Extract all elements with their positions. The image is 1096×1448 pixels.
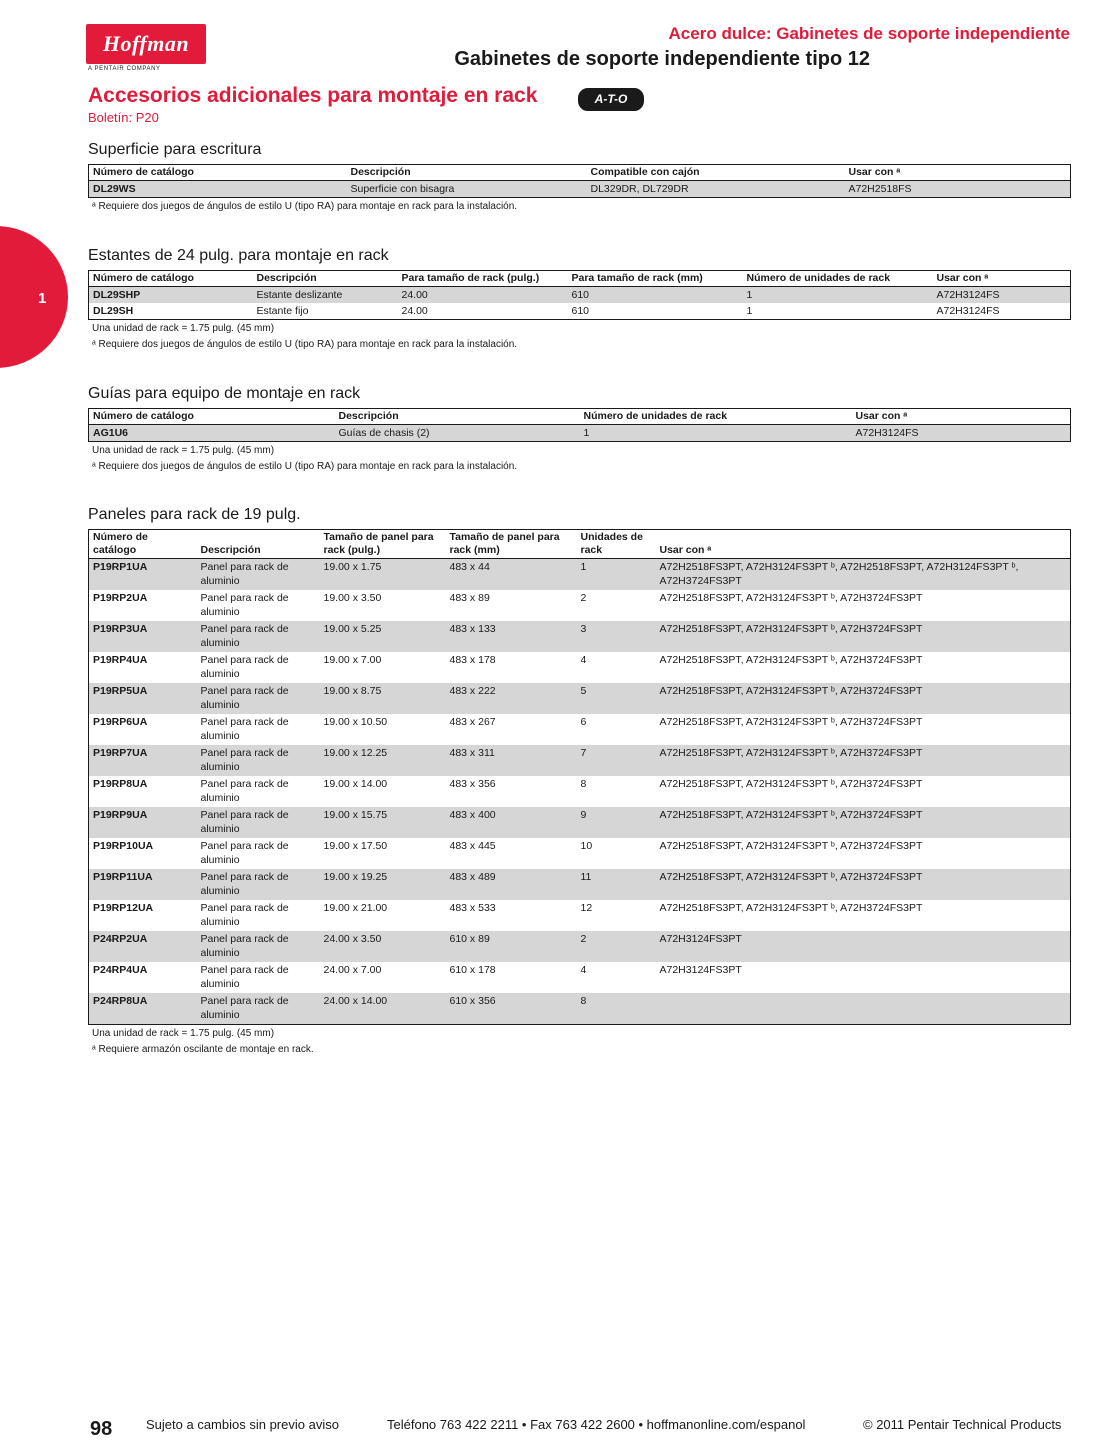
rack-size-mm: 610 xyxy=(571,305,590,317)
panel-size-mm: 483 x 222 xyxy=(446,683,577,714)
footnote: Una unidad de rack = 1.75 pulg. (45 mm) xyxy=(92,323,275,334)
footnote: ᵃ Requiere armazón oscilante de montaje en rack. xyxy=(92,1044,314,1055)
column-header: Descripción xyxy=(197,530,320,559)
table-row xyxy=(89,745,1071,776)
use-with: A72H3124FS xyxy=(933,287,1071,304)
catalog-number: AG1U6 xyxy=(89,425,335,442)
product-heading: Gabinetes de soporte independiente tipo 12 xyxy=(454,48,870,70)
rack-units: 10 xyxy=(580,840,593,852)
rack-units: 1 xyxy=(743,287,933,304)
column-header: Tamaño de panel para rack (pulg.) xyxy=(320,530,446,559)
table-row xyxy=(89,900,1071,931)
table-row xyxy=(89,652,1071,683)
section-title: Estantes de 24 pulg. para montaje en rack xyxy=(88,247,389,264)
table-row xyxy=(89,714,1071,745)
column-header: Unidades de rack xyxy=(577,530,656,559)
rack-units: 7 xyxy=(577,745,656,776)
catalog-number: P19RP2UA xyxy=(93,592,148,604)
use-with: A72H2518FS3PT, A72H3124FS3PT ᵇ, A72H3724FS3PT xyxy=(656,683,1071,714)
rack-units: 1 xyxy=(577,559,656,591)
bulletin-ref: Boletín: P20 xyxy=(88,110,159,125)
catalog-number: P19RP12UA xyxy=(93,902,154,914)
catalog-number: P24RP2UA xyxy=(89,931,197,962)
section-title: Superficie para escritura xyxy=(88,141,262,158)
use-with: A72H3124FS3PT xyxy=(659,964,742,976)
rack-units: 8 xyxy=(577,993,656,1025)
catalog-number: P19RP9UA xyxy=(89,807,197,838)
catalog-number: P19RP4UA xyxy=(93,654,148,666)
catalog-number: DL29SHP xyxy=(89,287,253,304)
writing-surface-table xyxy=(88,164,1071,198)
panel-size-in: 19.00 x 15.75 xyxy=(320,807,446,838)
description: Panel para rack de aluminio xyxy=(200,840,289,866)
chapter-tab xyxy=(0,226,68,368)
description: Panel para rack de aluminio xyxy=(197,621,320,652)
panel-size-in: 19.00 x 1.75 xyxy=(320,559,446,591)
description: Guías de chasis (2) xyxy=(335,425,580,442)
column-header: Número de catálogo xyxy=(89,165,347,181)
panel-size-mm: 483 x 311 xyxy=(446,745,577,776)
panel-size-in: 24.00 x 7.00 xyxy=(323,964,382,976)
rack-units: 1 xyxy=(746,305,753,317)
ato-badge: A-T-O xyxy=(578,88,644,111)
column-header: Número de catálogo xyxy=(89,530,197,559)
catalog-number: P19RP10UA xyxy=(93,840,154,852)
use-with: A72H2518FS3PT, A72H3124FS3PT ᵇ, A72H2518FS3PT, A72H3124FS3PT ᵇ, A72H3724FS3PT xyxy=(656,559,1071,591)
use-with: A72H2518FS xyxy=(845,181,1071,198)
rack-units: 3 xyxy=(577,621,656,652)
table-row xyxy=(89,425,1071,442)
footer-copyright: © 2011 Pentair Technical Products xyxy=(863,1417,1062,1432)
table-row xyxy=(89,962,1071,993)
description: Panel para rack de aluminio xyxy=(200,964,289,990)
footnote: Una unidad de rack = 1.75 pulg. (45 mm) xyxy=(92,445,275,456)
use-with: A72H2518FS3PT, A72H3124FS3PT ᵇ, A72H3724FS3PT xyxy=(656,621,1071,652)
section-title: Paneles para rack de 19 pulg. xyxy=(88,506,301,523)
column-header: Descripción xyxy=(335,409,580,425)
rack-size-in: 24.00 xyxy=(401,305,428,317)
use-with: A72H3124FS3PT xyxy=(656,931,1071,962)
description: Panel para rack de aluminio xyxy=(197,869,320,900)
use-with: A72H2518FS3PT, A72H3124FS3PT ᵇ, A72H3724FS3PT xyxy=(656,869,1071,900)
panel-size-in: 19.00 x 3.50 xyxy=(323,592,382,604)
table-row xyxy=(89,181,1071,198)
footnote: Una unidad de rack = 1.75 pulg. (45 mm) xyxy=(92,1028,275,1039)
column-header: Descripción xyxy=(347,165,587,181)
column-header: Usar con ᵃ xyxy=(852,409,1071,425)
panel-size-in: 24.00 x 14.00 xyxy=(320,993,446,1025)
table-row xyxy=(89,559,1071,591)
use-with: A72H2518FS3PT, A72H3124FS3PT ᵇ, A72H3724FS3PT xyxy=(656,745,1071,776)
section-writing-surface xyxy=(88,141,1071,214)
panel-size-mm: 483 x 178 xyxy=(449,654,496,666)
panel-size-in: 19.00 x 19.25 xyxy=(320,869,446,900)
use-with: A72H2518FS3PT, A72H3124FS3PT ᵇ, A72H3724FS3PT xyxy=(659,716,923,728)
panel-size-mm: 483 x 267 xyxy=(449,716,496,728)
description: Panel para rack de aluminio xyxy=(200,716,289,742)
rack-units: 2 xyxy=(580,592,587,604)
rack-units: 6 xyxy=(580,716,587,728)
use-with: A72H2518FS3PT, A72H3124FS3PT ᵇ, A72H3724FS3PT xyxy=(659,654,923,666)
column-header: Para tamaño de rack (pulg.) xyxy=(398,271,568,287)
panel-size-in: 19.00 x 10.50 xyxy=(323,716,388,728)
catalog-number: P19RP1UA xyxy=(89,559,197,591)
column-header: Descripción xyxy=(253,271,398,287)
rack-units: 9 xyxy=(577,807,656,838)
footer-notice: Sujeto a cambios sin previo aviso xyxy=(146,1417,339,1432)
table-row xyxy=(89,838,1071,869)
page-title: Accesorios adicionales para montaje en rack xyxy=(88,84,538,107)
description: Panel para rack de aluminio xyxy=(197,745,320,776)
panel-size-mm: 610 x 178 xyxy=(449,964,496,976)
column-header: Usar con ᵃ xyxy=(656,530,1071,559)
description: Panel para rack de aluminio xyxy=(200,592,289,618)
description: Superficie con bisagra xyxy=(347,181,587,198)
rack-units: 11 xyxy=(577,869,656,900)
section-panels xyxy=(88,506,1071,1057)
panel-size-in: 19.00 x 5.25 xyxy=(320,621,446,652)
column-header: Para tamaño de rack (mm) xyxy=(568,271,743,287)
description: Panel para rack de aluminio xyxy=(197,683,320,714)
catalog-number: P24RP4UA xyxy=(93,964,148,976)
description: Panel para rack de aluminio xyxy=(200,778,289,804)
table-row xyxy=(89,807,1071,838)
description: Panel para rack de aluminio xyxy=(197,931,320,962)
description: Panel para rack de aluminio xyxy=(197,807,320,838)
catalog-number: P19RP7UA xyxy=(89,745,197,776)
rack-units: 2 xyxy=(577,931,656,962)
table-row xyxy=(89,993,1071,1025)
panel-size-mm: 483 x 356 xyxy=(449,778,496,790)
panels-table xyxy=(88,529,1071,1025)
compatible-drawer: DL329DR, DL729DR xyxy=(587,181,845,198)
use-with xyxy=(656,993,1071,1025)
logo-subtitle: A PENTAIR COMPANY xyxy=(88,66,161,72)
rack-size-mm: 610 xyxy=(568,287,743,304)
description: Panel para rack de aluminio xyxy=(200,902,289,928)
column-header: Número de unidades de rack xyxy=(580,409,852,425)
catalog-number: P19RP8UA xyxy=(93,778,148,790)
section-guides xyxy=(88,385,1071,474)
catalog-number: DL29SH xyxy=(93,305,134,317)
panel-size-mm: 483 x 445 xyxy=(449,840,496,852)
description: Panel para rack de aluminio xyxy=(197,993,320,1025)
catalog-number: DL29WS xyxy=(89,181,347,198)
panel-size-mm: 483 x 44 xyxy=(446,559,577,591)
use-with: A72H2518FS3PT, A72H3124FS3PT ᵇ, A72H3724FS3PT xyxy=(659,840,923,852)
column-header: Tamaño de panel para rack (mm) xyxy=(446,530,577,559)
table-row xyxy=(89,287,1071,304)
table-row xyxy=(89,303,1071,320)
rack-units: 4 xyxy=(580,964,587,976)
column-header: Número de unidades de rack xyxy=(743,271,933,287)
panel-size-mm: 483 x 133 xyxy=(446,621,577,652)
section-title: Guías para equipo de montaje en rack xyxy=(88,385,361,402)
use-with: A72H2518FS3PT, A72H3124FS3PT ᵇ, A72H3724FS3PT xyxy=(656,807,1071,838)
use-with: A72H2518FS3PT, A72H3124FS3PT ᵇ, A72H3724FS3PT xyxy=(659,902,923,914)
column-header: Usar con ᵃ xyxy=(845,165,1071,181)
use-with: A72H3124FS xyxy=(936,305,1000,317)
table-row xyxy=(89,931,1071,962)
use-with: A72H2518FS3PT, A72H3124FS3PT ᵇ, A72H3724FS3PT xyxy=(659,778,923,790)
chapter-number: 1 xyxy=(38,290,47,307)
description: Panel para rack de aluminio xyxy=(200,654,289,680)
description: Estante fijo xyxy=(256,305,309,317)
rack-units: 1 xyxy=(580,425,852,442)
hoffman-logo xyxy=(86,24,206,64)
panel-size-in: 19.00 x 17.50 xyxy=(323,840,388,852)
table-row xyxy=(89,683,1071,714)
table-row xyxy=(89,590,1071,621)
description: Panel para rack de aluminio xyxy=(197,559,320,591)
panel-size-in: 19.00 x 21.00 xyxy=(323,902,388,914)
catalog-number: P19RP6UA xyxy=(93,716,148,728)
panel-size-mm: 483 x 400 xyxy=(446,807,577,838)
table-row xyxy=(89,869,1071,900)
panel-size-mm: 483 x 89 xyxy=(449,592,490,604)
section-shelves xyxy=(88,247,1071,352)
panel-size-in: 24.00 x 3.50 xyxy=(320,931,446,962)
panel-size-in: 19.00 x 14.00 xyxy=(323,778,388,790)
category-heading: Acero dulce: Gabinetes de soporte independiente xyxy=(668,24,1070,43)
description: Estante deslizante xyxy=(253,287,398,304)
rack-units: 5 xyxy=(577,683,656,714)
use-with: A72H3124FS xyxy=(852,425,1071,442)
panel-size-in: 19.00 x 8.75 xyxy=(320,683,446,714)
catalog-number: P19RP5UA xyxy=(89,683,197,714)
logo-text: Hoffman xyxy=(102,31,190,56)
panel-size-in: 19.00 x 12.25 xyxy=(320,745,446,776)
rack-units: 8 xyxy=(580,778,587,790)
footer-contact: Teléfono 763 422 2211 • Fax 763 422 2600 • hoffmanonline.com/espanol xyxy=(387,1417,806,1432)
table-row xyxy=(89,621,1071,652)
table-row xyxy=(89,776,1071,807)
panel-size-mm: 610 x 89 xyxy=(446,931,577,962)
panel-size-mm: 610 x 356 xyxy=(446,993,577,1025)
page-number: 98 xyxy=(90,1418,113,1440)
column-header: Número de catálogo xyxy=(89,409,335,425)
footnote: ᵃ Requiere dos juegos de ángulos de estilo U (tipo RA) para montaje en rack para la instalación. xyxy=(92,461,518,472)
catalog-number: P19RP3UA xyxy=(89,621,197,652)
footnote: ᵃ Requiere dos juegos de ángulos de estilo U (tipo RA) para montaje en rack para la instalación. xyxy=(92,339,518,350)
use-with: A72H2518FS3PT, A72H3124FS3PT ᵇ, A72H3724FS3PT xyxy=(659,592,923,604)
column-header: Compatible con cajón xyxy=(587,165,845,181)
panel-size-mm: 483 x 489 xyxy=(446,869,577,900)
column-header: Usar con ᵃ xyxy=(933,271,1071,287)
panel-size-in: 19.00 x 7.00 xyxy=(323,654,382,666)
panel-size-mm: 483 x 533 xyxy=(449,902,496,914)
catalog-number: P19RP11UA xyxy=(89,869,197,900)
guides-table xyxy=(88,408,1071,442)
column-header: Número de catálogo xyxy=(89,271,253,287)
rack-units: 4 xyxy=(580,654,587,666)
catalog-number: P24RP8UA xyxy=(89,993,197,1025)
footnote: ᵃ Requiere dos juegos de ángulos de estilo U (tipo RA) para montaje en rack para la instalación. xyxy=(92,201,518,212)
rack-units: 12 xyxy=(580,902,593,914)
rack-size-in: 24.00 xyxy=(398,287,568,304)
shelves-table xyxy=(88,270,1071,320)
